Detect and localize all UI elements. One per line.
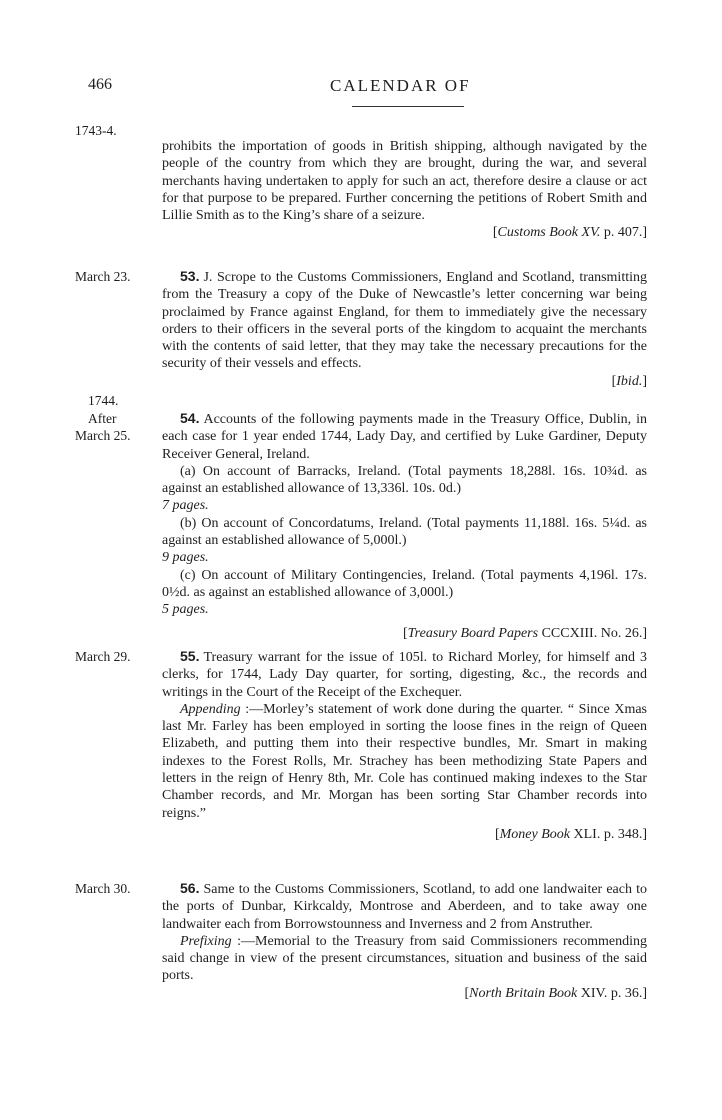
entry-56-ref: [North Britain Book XIV. p. 36.] [464,985,647,1001]
entry-55-appending: Appending :—Morley’s statement of work done during the quarter. “ Since Xmas last Mr. Farley has been employed in sorting the loose fines in the reign of Queen Elizabeth, and putting them into their respective bundles, Mr. Smart in making indexes to the Forest Rolls, Mr. Strachey has been methodizing State Papers and letters in the reign of Henry 8th, Mr. Cole has continued making indexes to the Star Chamber records, and Mr. Morgan has been sorting Star Chamber records into reigns.” [162,701,647,821]
entry-55-text: 55. Treasury warrant for the issue of 105l. to Richard Morley, for himself and 3 clerks, for 1744, Lady Day quarter, for sorting, digesting, &c., the records and writings in the Court of the Receipt of the Exchequer. [162,648,647,700]
entry-54-item-b-pages: 9 pages. [162,550,209,566]
entry-number: 56. [180,880,200,896]
margin-date-53: March 23. [75,269,131,284]
entry-53-text: 53. J. Scrope to the Customs Commissioners, England and Scotland, transmitting from the Treasury a copy of the Duke of Newcastle’s letter concerning war being proclaimed by France against England, for them to immediately give the necessary orders to their officers in the several ports of the kingdom to acquaint the merchants with the contents of said letter, that they may take the necessary precautions for the security of their vessels and effects. [162,268,647,372]
entry-53-ref: [Ibid.] [611,373,647,389]
entry-54-item-c-pages: 5 pages. [162,602,209,618]
entry-number: 54. [180,410,200,426]
margin-year-1743-4: 1743-4. [75,123,117,138]
entry-54-item-a-pages: 7 pages. [162,498,209,514]
margin-date-55: March 29. [75,649,131,664]
running-title: CALENDAR OF [330,76,471,95]
entry-54-text: 54. Accounts of the following payments made in the Treasury Office, Dublin, in each case for 1 year ended 1744, Lady Day, and certified by Luke Gardiner, Deputy Receiver General, Ireland. [162,410,647,462]
page-header [0,76,722,106]
continuation-entry [162,138,647,242]
entry-56-prefixing: Prefixing :—Memorial to the Treasury from said Commissioners recommending said change in view of the present circumstances, situation and business of the said ports. [162,933,647,984]
entry-54-item-b: (b) On account of Concordatums, Ireland. (Total payments 11,188l. 16s. 5¼d. as against an established allowance of 5,000l.) [162,515,647,549]
margin-date-54-a: After [88,411,117,426]
ref-book: Customs Book XV. [497,225,601,241]
entry-53 [162,268,647,390]
entry-56-text: 56. Same to the Customs Commissioners, Scotland, to add one landwaiter each to the ports of Dunbar, Kirkcaldy, Montrose and Aberdeen, and to take away one landwaiter each from Borrowstounness and Inverness and 2 from Anstruther. [162,880,647,932]
entry-54 [162,410,647,642]
margin-year-1744: 1744. [88,393,119,408]
entry-number: 55. [180,648,200,664]
entry-55-ref: [Money Book XLI. p. 348.] [494,826,647,842]
page-number: 466 [88,76,112,93]
entry-54-ref: [Treasury Board Papers CCCXIII. No. 26.] [403,625,647,641]
continuation-text: prohibits the importation of goods in British shipping, although navigated by the people of the country from which they are brought, during the war, and several merchants having undertaken to apply for such an act, therefore desire a clause or act for that purpose to be prepared. Further concerning the petitions of Robert Smith and Lillie Smith as to the King’s share of a seizure. [162,139,647,224]
entry-56 [162,880,647,1002]
entry-54-item-a: (a) On account of Barracks, Ireland. (Total payments 18,288l. 16s. 10¾d. as against an established allowance of 13,336l. 10s. 0d.) [162,463,647,497]
margin-date-56: March 30. [75,881,131,896]
header-rule [352,106,464,107]
ref-page: p. 407. [600,225,643,241]
entry-number: 53. [180,268,200,284]
margin-date-54-b: March 25. [75,428,131,443]
entry-55 [162,648,647,843]
continuation-ref: [Customs Book XV. p. 407.] [492,225,647,241]
entry-54-item-c: (c) On account of Military Contingencies, Ireland. (Total payments 4,196l. 17s. 0½d. as against an established allowance of 3,000l.) [162,567,647,600]
